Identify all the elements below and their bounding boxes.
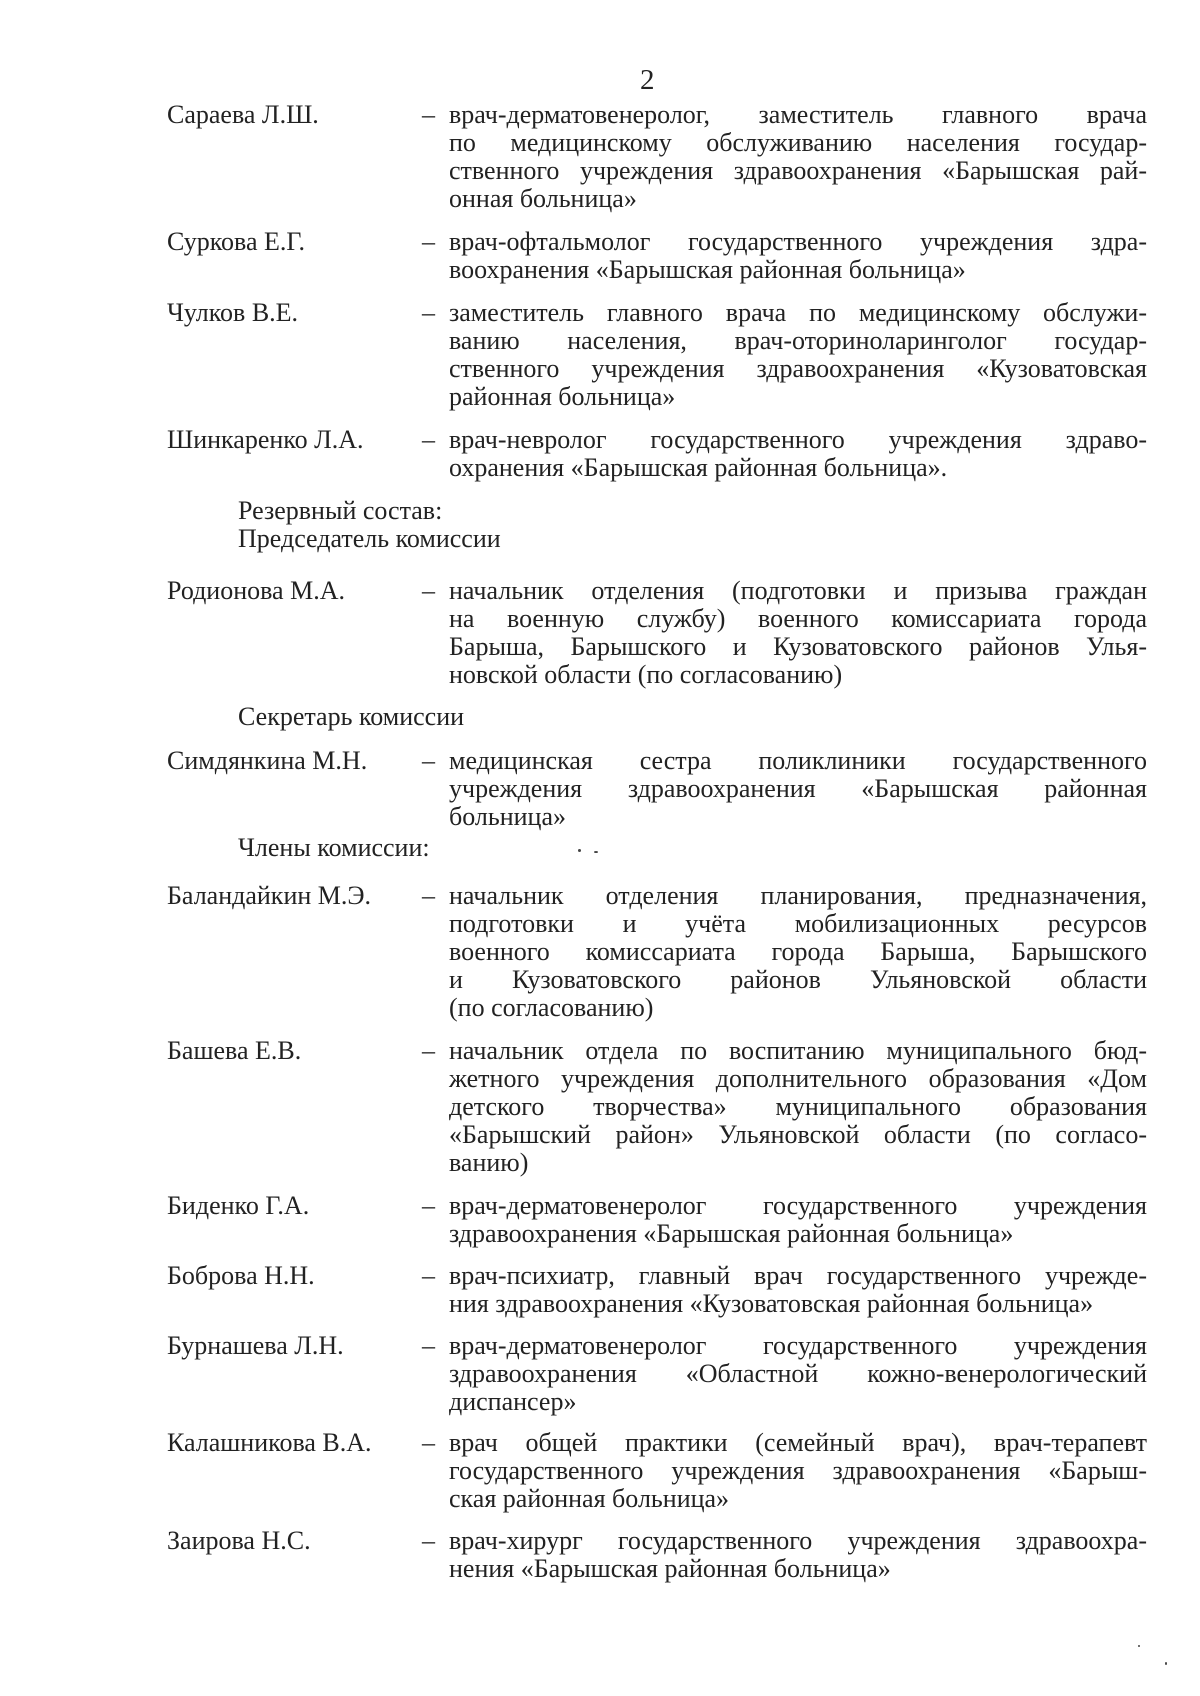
member-desc-line: военного комиссариата города Барыша, Барышского (449, 937, 1147, 966)
dash: – (422, 1331, 435, 1360)
member-desc-line: ственного учреждения здравоохранения «Кузоватовская (449, 354, 1147, 383)
member-desc-line: ственного учреждения здравоохранения «Барышская рай- (449, 156, 1147, 185)
dash: – (422, 746, 435, 775)
dash: – (422, 881, 435, 910)
member-desc-line: врач-офтальмолог государственного учреждения здра- (449, 227, 1147, 256)
scan-speck (1165, 1662, 1167, 1665)
chair-desc-line: Барыша, Барышского и Кузоватовского районов Улья- (449, 632, 1147, 661)
member-desc-line: охранения «Барышская районная больница». (449, 453, 948, 482)
member-desc-line: ния здравоохранения «Кузоватовская районная больница» (449, 1289, 1094, 1318)
dash: – (422, 100, 435, 129)
member-desc-line: врач общей практики (семейный врач), врач-терапевт (449, 1428, 1147, 1457)
dash: – (422, 298, 435, 327)
dash: – (422, 227, 435, 256)
secretary-name: Симдянкина М.Н. (167, 746, 368, 775)
scan-speck (1138, 1645, 1140, 1647)
member-desc-line: онная больница» (449, 184, 637, 213)
dash: – (422, 1036, 435, 1065)
member-desc-line: ванию) (449, 1148, 529, 1177)
dash: – (422, 425, 435, 454)
chair-desc-line: новской области (по согласованию) (449, 660, 843, 689)
member-desc-line: диспансер» (449, 1387, 577, 1416)
member-name-shinkarenko: Шинкаренко Л.А. (167, 425, 364, 454)
dash: – (422, 576, 435, 605)
member-desc-line: врач-психиатр, главный врач государственного учрежде- (449, 1261, 1147, 1290)
dash: – (422, 1191, 435, 1220)
member-desc-line: по медицинскому обслуживанию населения государ- (449, 128, 1147, 157)
scan-speck (594, 851, 598, 853)
member-desc-line: здравоохранения «Областной кожно-венерологический (449, 1359, 1147, 1388)
secretary-desc-line: учреждения здравоохранения «Барышская районная (449, 774, 1147, 803)
reserve-heading: Резервный состав: (238, 496, 443, 525)
member-desc-line: заместитель главного врача по медицинскому обслужи- (449, 298, 1147, 327)
secretary-desc-line: больница» (449, 802, 566, 831)
chair-heading: Председатель комиссии (238, 524, 501, 553)
chair-name: Родионова М.А. (167, 576, 345, 605)
member-name-kalashnikova: Калашникова В.А. (167, 1428, 372, 1457)
member-name-bidenko: Биденко Г.А. (167, 1191, 310, 1220)
member-desc-line: жетного учреждения дополнительного образования «Дом (449, 1064, 1147, 1093)
member-desc-line: начальник отдела по воспитанию муниципального бюд- (449, 1036, 1147, 1065)
member-name-basheva: Башева Е.В. (167, 1036, 302, 1065)
chair-desc-line: начальник отделения (подготовки и призыва граждан (449, 576, 1147, 605)
member-name-bobrova: Боброва Н.Н. (167, 1261, 315, 1290)
dash: – (422, 1428, 435, 1457)
dash: – (422, 1526, 435, 1555)
member-desc-line: «Барышский район» Ульяновской области (по согласо- (449, 1120, 1147, 1149)
member-name-burnasheva: Бурнашева Л.Н. (167, 1331, 344, 1360)
member-desc-line: врач-дерматовенеролог государственного учреждения (449, 1191, 1147, 1220)
member-desc-line: врач-хирург государственного учреждения здравоохра- (449, 1526, 1147, 1555)
page-number: 2 (640, 64, 655, 96)
member-desc-line: и Кузоватовского районов Ульяновской области (449, 965, 1147, 994)
member-name-saraeva: Сараева Л.Ш. (167, 100, 319, 129)
member-name-surkova: Суркова Е.Г. (167, 227, 305, 256)
secretary-desc-line: медицинская сестра поликлиники государственного (449, 746, 1147, 775)
member-desc-line: подготовки и учёта мобилизационных ресурсов (449, 909, 1147, 938)
member-desc-line: государственного учреждения здравоохранения «Барыш- (449, 1456, 1147, 1485)
member-name-zairova: Заирова Н.С. (167, 1526, 311, 1555)
member-desc-line: (по согласованию) (449, 993, 654, 1022)
member-name-balandaikin: Баландайкин М.Э. (167, 881, 372, 910)
member-desc-line: ванию населения, врач-оториноларинголог государ- (449, 326, 1147, 355)
member-desc-line: врач-невролог государственного учреждения здраво- (449, 425, 1147, 454)
member-desc-line: здравоохранения «Барышская районная больница» (449, 1219, 1014, 1248)
secretary-heading: Секретарь комиссии (238, 702, 465, 731)
member-desc-line: нения «Барышская районная больница» (449, 1554, 891, 1583)
chair-desc-line: на военную службу) военного комиссариата города (449, 604, 1147, 633)
member-desc-line: начальник отделения планирования, предназначения, (449, 881, 1147, 910)
dash: – (422, 1261, 435, 1290)
member-name-chulkov: Чулков В.Е. (167, 298, 299, 327)
member-desc-line: районная больница» (449, 382, 676, 411)
member-desc-line: воохранения «Барышская районная больница» (449, 255, 966, 284)
scan-speck (578, 849, 581, 852)
member-desc-line: врач-дерматовенеролог, заместитель главного врача (449, 100, 1147, 129)
member-desc-line: врач-дерматовенеролог государственного учреждения (449, 1331, 1147, 1360)
member-desc-line: детского творчества» муниципального образования (449, 1092, 1147, 1121)
member-desc-line: ская районная больница» (449, 1484, 730, 1513)
members-heading: Члены комиссии: (238, 833, 430, 862)
